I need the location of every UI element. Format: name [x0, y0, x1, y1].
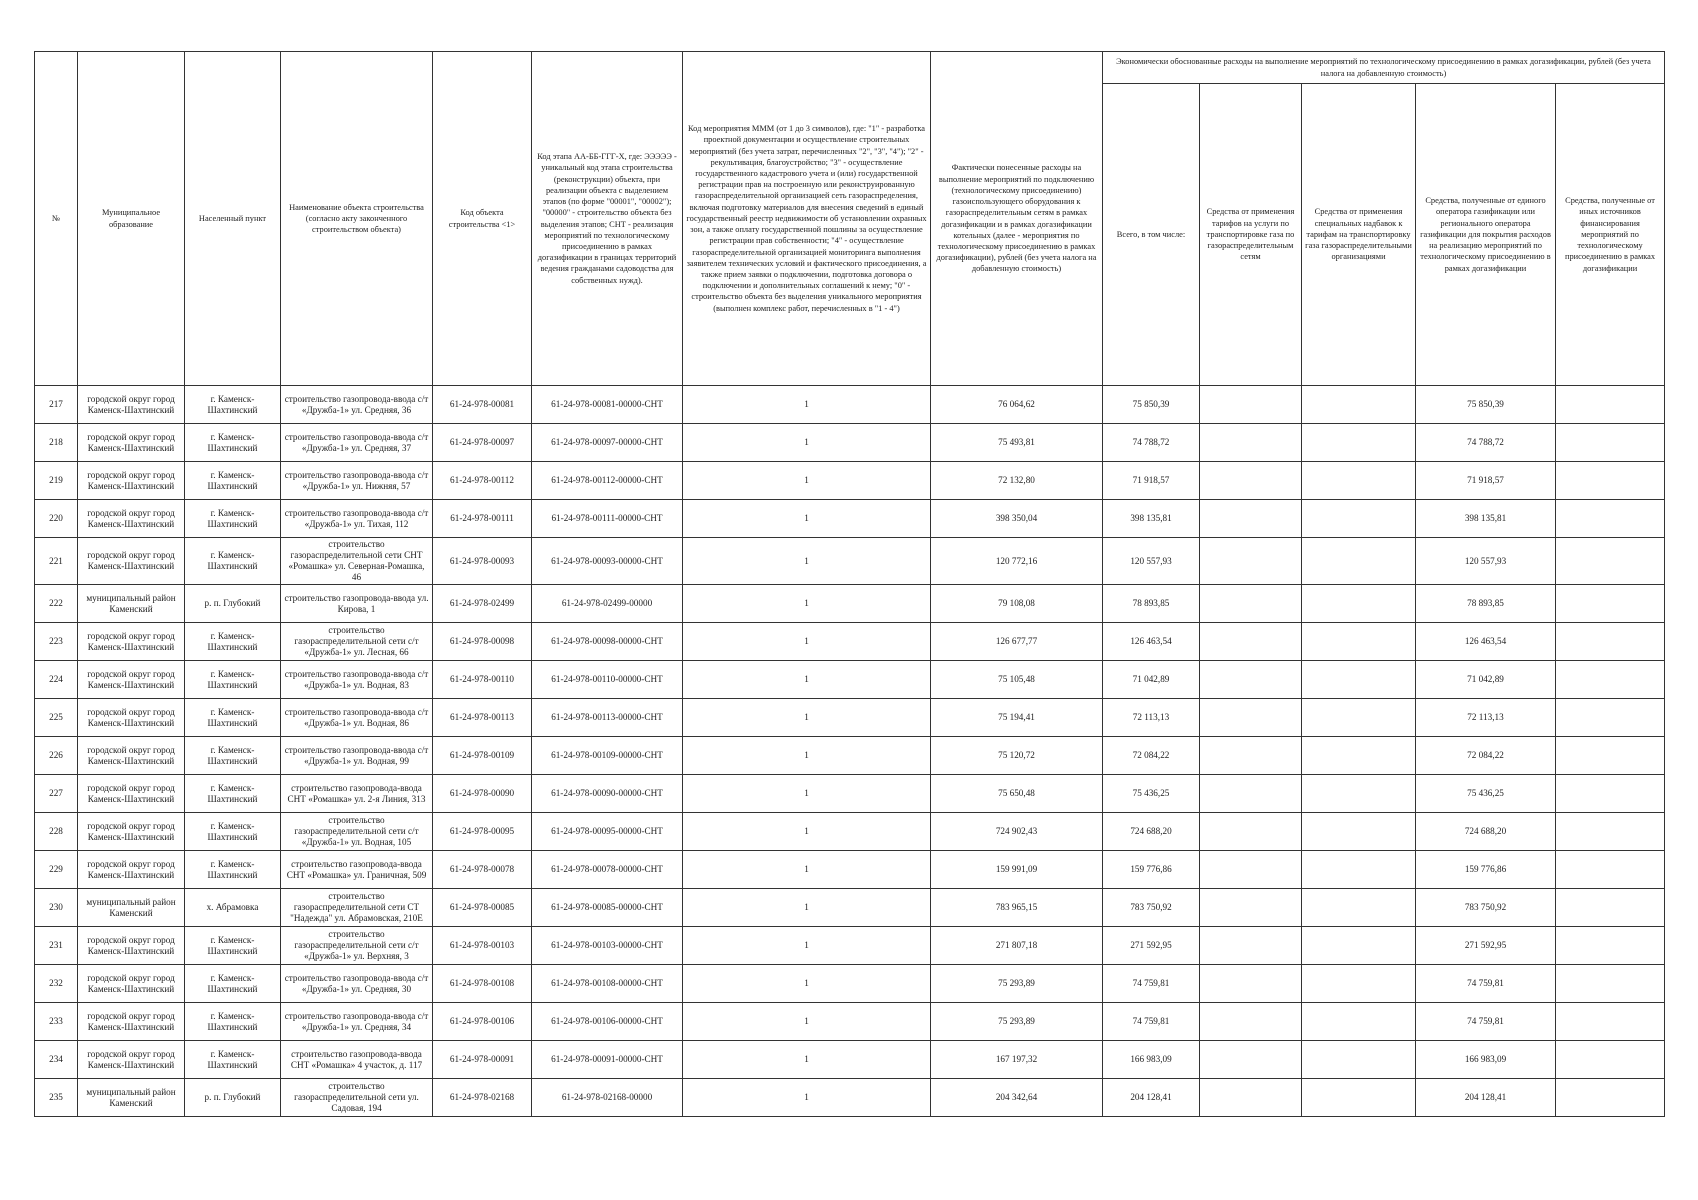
cell-municipality: городской округ город Каменск-Шахтинский — [78, 424, 185, 462]
cell-tariff-funds — [1200, 1041, 1302, 1079]
cell-operator-funds: 120 557,93 — [1416, 538, 1556, 585]
cell-stage-code: 61-24-978-02499-00000 — [532, 585, 683, 623]
cell-num: 234 — [35, 1041, 78, 1079]
cell-stage-code: 61-24-978-02168-00000 — [532, 1079, 683, 1117]
header-municipality: Муниципальное образование — [78, 52, 185, 386]
cell-num: 230 — [35, 889, 78, 927]
cell-num: 218 — [35, 424, 78, 462]
cell-num: 226 — [35, 737, 78, 775]
cell-num: 220 — [35, 500, 78, 538]
cell-object-name: строительство газораспределительной сети с/т «Дружба-1» ул. Лесная, 66 — [281, 623, 433, 661]
cell-municipality: городской округ город Каменск-Шахтинский — [78, 1003, 185, 1041]
cell-operator-funds: 74 759,81 — [1416, 965, 1556, 1003]
cell-tariff-funds — [1200, 386, 1302, 424]
header-measure-code: Код мероприятия МММ (от 1 до 3 символов), где: "1" - разработка проектной документации и осуществление строительных мероприятий (без учета затрат, перечисленных "2", "3", "4"); "2" - рекультивация, благоустройство; "3" - осуществление государственного кадастрового учета и (или) государственной регистрации прав на построенную или реконструированную газораспределительной организацией сеть газораспределения, включая подготовку материалов для внесения сведений в единый государственный реестр недвижимости об установлении охранных зон, а также оплату государственной пошлины за осуществление регистрации прав собственности; "4" - осуществление газораспределительной организацией мониторинга выполнения заявителем технических условий и фактического присоединения, а также прием заявки о подключении, подготовка договора о подключении и дополнительных соглашений к нему; "0" - строительство объекта без выделения уникального мероприятия (выполнен комплекс работ, перечисленных в "1 - 4") — [683, 52, 931, 386]
cell-tariff-funds — [1200, 538, 1302, 585]
cell-settlement: г. Каменск-Шахтинский — [185, 699, 281, 737]
cell-operator-funds: 271 592,95 — [1416, 927, 1556, 965]
cell-tariff-funds — [1200, 737, 1302, 775]
cell-operator-funds: 78 893,85 — [1416, 585, 1556, 623]
cell-other-funds — [1556, 462, 1665, 500]
cell-operator-funds: 74 759,81 — [1416, 1003, 1556, 1041]
cell-total: 71 042,89 — [1103, 661, 1200, 699]
cell-actual-costs: 271 807,18 — [931, 927, 1103, 965]
table-row — [35, 462, 1665, 500]
cell-operator-funds: 75 850,39 — [1416, 386, 1556, 424]
cell-measure-code: 1 — [683, 386, 931, 424]
cell-total: 71 918,57 — [1103, 462, 1200, 500]
cell-total: 166 983,09 — [1103, 1041, 1200, 1079]
cell-settlement: г. Каменск-Шахтинский — [185, 538, 281, 585]
cell-num: 235 — [35, 1079, 78, 1117]
cell-settlement: г. Каменск-Шахтинский — [185, 737, 281, 775]
cell-actual-costs: 398 350,04 — [931, 500, 1103, 538]
cell-surcharge-funds — [1302, 661, 1416, 699]
cell-object-code: 61-24-978-00111 — [433, 500, 532, 538]
cell-object-code: 61-24-978-00112 — [433, 462, 532, 500]
cell-stage-code: 61-24-978-00097-00000-СНТ — [532, 424, 683, 462]
cell-object-name: строительство газораспределительной сети с/т «Дружба-1» ул. Верхняя, 3 — [281, 927, 433, 965]
cell-other-funds — [1556, 538, 1665, 585]
cell-other-funds — [1556, 813, 1665, 851]
cell-operator-funds: 126 463,54 — [1416, 623, 1556, 661]
table-row — [35, 851, 1665, 889]
cell-object-code: 61-24-978-00093 — [433, 538, 532, 585]
cell-total: 78 893,85 — [1103, 585, 1200, 623]
cell-object-code: 61-24-978-00095 — [433, 813, 532, 851]
cell-actual-costs: 75 105,48 — [931, 661, 1103, 699]
cell-settlement: г. Каменск-Шахтинский — [185, 500, 281, 538]
cell-actual-costs: 79 108,08 — [931, 585, 1103, 623]
cell-surcharge-funds — [1302, 386, 1416, 424]
cell-object-name: строительство газопровода-ввода с/т «Дружба-1» ул. Средняя, 37 — [281, 424, 433, 462]
cell-measure-code: 1 — [683, 775, 931, 813]
table-row — [35, 813, 1665, 851]
cell-other-funds — [1556, 1041, 1665, 1079]
cell-total: 74 759,81 — [1103, 965, 1200, 1003]
cell-operator-funds: 398 135,81 — [1416, 500, 1556, 538]
cell-settlement: г. Каменск-Шахтинский — [185, 775, 281, 813]
table-row — [35, 661, 1665, 699]
cell-tariff-funds — [1200, 424, 1302, 462]
cell-surcharge-funds — [1302, 585, 1416, 623]
cell-settlement: г. Каменск-Шахтинский — [185, 1003, 281, 1041]
cell-other-funds — [1556, 585, 1665, 623]
header-surcharge-funds: Средства от применения специальных надбавок к тарифам на транспортировку газа газораспределительными организациями — [1302, 84, 1416, 386]
cell-num: 232 — [35, 965, 78, 1003]
cell-tariff-funds — [1200, 889, 1302, 927]
cell-surcharge-funds — [1302, 424, 1416, 462]
cell-operator-funds: 71 918,57 — [1416, 462, 1556, 500]
cell-object-name: строительство газопровода-ввода с/т «Дружба-1» ул. Средняя, 30 — [281, 965, 433, 1003]
cell-num: 219 — [35, 462, 78, 500]
cell-total: 783 750,92 — [1103, 889, 1200, 927]
cell-actual-costs: 783 965,15 — [931, 889, 1103, 927]
cell-measure-code: 1 — [683, 462, 931, 500]
cell-surcharge-funds — [1302, 737, 1416, 775]
table-row — [35, 775, 1665, 813]
table-row — [35, 386, 1665, 424]
cell-object-name: строительство газопровода-ввода с/т «Дружба-1» ул. Водная, 86 — [281, 699, 433, 737]
cell-total: 75 436,25 — [1103, 775, 1200, 813]
cell-stage-code: 61-24-978-00103-00000-СНТ — [532, 927, 683, 965]
cell-operator-funds: 166 983,09 — [1416, 1041, 1556, 1079]
gasification-costs-table — [34, 51, 1665, 1117]
cell-object-name: строительство газопровода-ввода с/т «Дружба-1» ул. Нижняя, 57 — [281, 462, 433, 500]
cell-operator-funds: 71 042,89 — [1416, 661, 1556, 699]
cell-object-code: 61-24-978-00109 — [433, 737, 532, 775]
cell-object-name: строительство газопровода-ввода СНТ «Ромашка» ул. Граничная, 509 — [281, 851, 433, 889]
cell-other-funds — [1556, 889, 1665, 927]
cell-other-funds — [1556, 737, 1665, 775]
cell-object-code: 61-24-978-00110 — [433, 661, 532, 699]
cell-tariff-funds — [1200, 462, 1302, 500]
header-object-code: Код объекта строительства <1> — [433, 52, 532, 386]
cell-total: 74 759,81 — [1103, 1003, 1200, 1041]
cell-object-name: строительство газораспределительной сети СНТ «Ромашка» ул. Северная-Ромашка, 46 — [281, 538, 433, 585]
cell-municipality: городской округ город Каменск-Шахтинский — [78, 927, 185, 965]
cell-stage-code: 61-24-978-00110-00000-СНТ — [532, 661, 683, 699]
table-row — [35, 1003, 1665, 1041]
cell-surcharge-funds — [1302, 1041, 1416, 1079]
table-row — [35, 1041, 1665, 1079]
cell-operator-funds: 159 776,86 — [1416, 851, 1556, 889]
cell-surcharge-funds — [1302, 500, 1416, 538]
cell-operator-funds: 204 128,41 — [1416, 1079, 1556, 1117]
header-object-name: Наименование объекта строительства (согласно акту законченного строительством объекта) — [281, 52, 433, 386]
cell-actual-costs: 167 197,32 — [931, 1041, 1103, 1079]
cell-tariff-funds — [1200, 661, 1302, 699]
cell-object-name: строительство газопровода-ввода с/т «Дружба-1» ул. Водная, 99 — [281, 737, 433, 775]
cell-other-funds — [1556, 1079, 1665, 1117]
cell-settlement: г. Каменск-Шахтинский — [185, 851, 281, 889]
header-other-funds: Средства, полученные от иных источников финансирования мероприятий по технологическому присоединению в рамках догазификации — [1556, 84, 1665, 386]
cell-object-name: строительство газораспределительной сети ул. Садовая, 194 — [281, 1079, 433, 1117]
table-body — [35, 386, 1665, 1117]
cell-actual-costs: 75 293,89 — [931, 965, 1103, 1003]
cell-object-name: строительство газопровода-ввода с/т «Дружба-1» ул. Средняя, 34 — [281, 1003, 433, 1041]
cell-object-code: 61-24-978-00108 — [433, 965, 532, 1003]
cell-municipality: городской округ город Каменск-Шахтинский — [78, 538, 185, 585]
cell-actual-costs: 204 342,64 — [931, 1079, 1103, 1117]
cell-settlement: г. Каменск-Шахтинский — [185, 813, 281, 851]
cell-settlement: г. Каменск-Шахтинский — [185, 462, 281, 500]
cell-actual-costs: 724 902,43 — [931, 813, 1103, 851]
cell-measure-code: 1 — [683, 737, 931, 775]
cell-tariff-funds — [1200, 775, 1302, 813]
cell-num: 233 — [35, 1003, 78, 1041]
cell-other-funds — [1556, 623, 1665, 661]
cell-total: 75 850,39 — [1103, 386, 1200, 424]
cell-object-code: 61-24-978-00091 — [433, 1041, 532, 1079]
cell-measure-code: 1 — [683, 1003, 931, 1041]
cell-measure-code: 1 — [683, 623, 931, 661]
cell-settlement: р. п. Глубокий — [185, 1079, 281, 1117]
cell-total: 120 557,93 — [1103, 538, 1200, 585]
cell-measure-code: 1 — [683, 813, 931, 851]
header-tariff-funds: Средства от применения тарифов на услуги по транспортировке газа по газораспределительным сетям — [1200, 84, 1302, 386]
cell-measure-code: 1 — [683, 889, 931, 927]
cell-tariff-funds — [1200, 965, 1302, 1003]
cell-num: 217 — [35, 386, 78, 424]
cell-actual-costs: 75 194,41 — [931, 699, 1103, 737]
cell-stage-code: 61-24-978-00095-00000-СНТ — [532, 813, 683, 851]
header-actual-costs: Фактически понесенные расходы на выполнение мероприятий по подключению (технологическому присоединению) газоиспользующего оборудования к газораспределительным сетям в рамках догазификации и в рамках догазификации котельных (далее - мероприятия по технологическому присоединению в рамках догазификации), рублей (без учета налога на добавленную стоимость) — [931, 52, 1103, 386]
cell-num: 223 — [35, 623, 78, 661]
cell-num: 227 — [35, 775, 78, 813]
header-settlement: Населенный пункт — [185, 52, 281, 386]
cell-total: 74 788,72 — [1103, 424, 1200, 462]
cell-other-funds — [1556, 424, 1665, 462]
cell-object-name: строительство газопровода-ввода СНТ «Ромашка» 4 участок, д. 117 — [281, 1041, 433, 1079]
cell-stage-code: 61-24-978-00111-00000-СНТ — [532, 500, 683, 538]
cell-surcharge-funds — [1302, 889, 1416, 927]
cell-surcharge-funds — [1302, 1003, 1416, 1041]
header-stage-code: Код этапа АА-ББ-ГГГ-Х, где: ЭЭЭЭЭ - уникальный код этапа строительства (реконструкции) объекта, при реализации объекта с выделением этапов (по форме "00001", "00002"); "00000" - строительство объекта без выделения этапов; СНТ - реализация мероприятий по технологическому присоединению в рамках догазификации в границах территорий ведения гражданами садоводства для собственных нужд). — [532, 52, 683, 386]
cell-measure-code: 1 — [683, 585, 931, 623]
cell-num: 221 — [35, 538, 78, 585]
cell-stage-code: 61-24-978-00109-00000-СНТ — [532, 737, 683, 775]
cell-object-code: 61-24-978-02168 — [433, 1079, 532, 1117]
table-row — [35, 623, 1665, 661]
cell-municipality: городской округ город Каменск-Шахтинский — [78, 500, 185, 538]
cell-stage-code: 61-24-978-00113-00000-СНТ — [532, 699, 683, 737]
cell-settlement: г. Каменск-Шахтинский — [185, 661, 281, 699]
cell-object-code: 61-24-978-00103 — [433, 927, 532, 965]
cell-surcharge-funds — [1302, 851, 1416, 889]
cell-object-name: строительство газопровода-ввода СНТ «Ромашка» ул. 2-я Линия, 313 — [281, 775, 433, 813]
cell-tariff-funds — [1200, 927, 1302, 965]
cell-total: 159 776,86 — [1103, 851, 1200, 889]
header-num: № — [35, 52, 78, 386]
cell-tariff-funds — [1200, 813, 1302, 851]
cell-num: 228 — [35, 813, 78, 851]
cell-surcharge-funds — [1302, 462, 1416, 500]
cell-actual-costs: 75 120,72 — [931, 737, 1103, 775]
cell-surcharge-funds — [1302, 965, 1416, 1003]
cell-surcharge-funds — [1302, 1079, 1416, 1117]
cell-num: 229 — [35, 851, 78, 889]
cell-settlement: г. Каменск-Шахтинский — [185, 1041, 281, 1079]
cell-other-funds — [1556, 386, 1665, 424]
cell-actual-costs: 75 493,81 — [931, 424, 1103, 462]
table-row — [35, 889, 1665, 927]
cell-surcharge-funds — [1302, 927, 1416, 965]
cell-num: 225 — [35, 699, 78, 737]
cell-object-code: 61-24-978-00081 — [433, 386, 532, 424]
cell-settlement: р. п. Глубокий — [185, 585, 281, 623]
cell-actual-costs: 126 677,77 — [931, 623, 1103, 661]
cell-municipality: городской округ город Каменск-Шахтинский — [78, 623, 185, 661]
cell-operator-funds: 74 788,72 — [1416, 424, 1556, 462]
cell-object-code: 61-24-978-00098 — [433, 623, 532, 661]
cell-municipality: городской округ город Каменск-Шахтинский — [78, 813, 185, 851]
cell-municipality: городской округ город Каменск-Шахтинский — [78, 851, 185, 889]
cell-operator-funds: 75 436,25 — [1416, 775, 1556, 813]
cell-stage-code: 61-24-978-00108-00000-СНТ — [532, 965, 683, 1003]
cell-stage-code: 61-24-978-00090-00000-СНТ — [532, 775, 683, 813]
table-row — [35, 927, 1665, 965]
cell-object-code: 61-24-978-00097 — [433, 424, 532, 462]
cell-actual-costs: 76 064,62 — [931, 386, 1103, 424]
cell-stage-code: 61-24-978-00081-00000-СНТ — [532, 386, 683, 424]
cell-operator-funds: 72 113,13 — [1416, 699, 1556, 737]
cell-tariff-funds — [1200, 699, 1302, 737]
header-operator-funds: Средства, полученные от единого оператора газификации или регионального оператора газификации для покрытия расходов на реализацию мероприятий по технологическому присоединению в рамках догазификации — [1416, 84, 1556, 386]
cell-tariff-funds — [1200, 1003, 1302, 1041]
cell-actual-costs: 75 650,48 — [931, 775, 1103, 813]
cell-surcharge-funds — [1302, 775, 1416, 813]
cell-total: 126 463,54 — [1103, 623, 1200, 661]
cell-stage-code: 61-24-978-00078-00000-СНТ — [532, 851, 683, 889]
cell-object-name: строительство газораспределительной сети с/т «Дружба-1» ул. Водная, 105 — [281, 813, 433, 851]
cell-tariff-funds — [1200, 623, 1302, 661]
table-row — [35, 737, 1665, 775]
table-header — [35, 52, 1665, 386]
cell-stage-code: 61-24-978-00093-00000-СНТ — [532, 538, 683, 585]
table-row — [35, 538, 1665, 585]
cell-other-funds — [1556, 1003, 1665, 1041]
table-row — [35, 500, 1665, 538]
cell-object-code: 61-24-978-00085 — [433, 889, 532, 927]
cell-tariff-funds — [1200, 851, 1302, 889]
cell-settlement: г. Каменск-Шахтинский — [185, 386, 281, 424]
cell-other-funds — [1556, 851, 1665, 889]
cell-other-funds — [1556, 927, 1665, 965]
cell-measure-code: 1 — [683, 965, 931, 1003]
cell-measure-code: 1 — [683, 538, 931, 585]
cell-stage-code: 61-24-978-00085-00000-СНТ — [532, 889, 683, 927]
header-econ-group: Экономически обоснованные расходы на выполнение мероприятий по технологическому присоединению в рамках догазификации, рублей (без учета налога на добавленную стоимость) — [1103, 52, 1665, 84]
cell-object-code: 61-24-978-02499 — [433, 585, 532, 623]
cell-municipality: городской округ город Каменск-Шахтинский — [78, 965, 185, 1003]
cell-stage-code: 61-24-978-00098-00000-СНТ — [532, 623, 683, 661]
table-row — [35, 424, 1665, 462]
cell-object-code: 61-24-978-00106 — [433, 1003, 532, 1041]
cell-other-funds — [1556, 699, 1665, 737]
cell-other-funds — [1556, 500, 1665, 538]
cell-measure-code: 1 — [683, 661, 931, 699]
cell-municipality: муниципальный район Каменский — [78, 1079, 185, 1117]
cell-num: 224 — [35, 661, 78, 699]
cell-measure-code: 1 — [683, 500, 931, 538]
cell-operator-funds: 724 688,20 — [1416, 813, 1556, 851]
cell-surcharge-funds — [1302, 623, 1416, 661]
cell-object-name: строительство газораспределительной сети СТ "Надежда" ул. Абрамовская, 210Е — [281, 889, 433, 927]
cell-stage-code: 61-24-978-00091-00000-СНТ — [532, 1041, 683, 1079]
cell-other-funds — [1556, 775, 1665, 813]
cell-total: 72 113,13 — [1103, 699, 1200, 737]
cell-settlement: г. Каменск-Шахтинский — [185, 424, 281, 462]
table-row — [35, 585, 1665, 623]
cell-object-code: 61-24-978-00113 — [433, 699, 532, 737]
cell-municipality: муниципальный район Каменский — [78, 889, 185, 927]
cell-settlement: х. Абрамовка — [185, 889, 281, 927]
cell-tariff-funds — [1200, 500, 1302, 538]
cell-measure-code: 1 — [683, 1041, 931, 1079]
cell-num: 231 — [35, 927, 78, 965]
cell-actual-costs: 159 991,09 — [931, 851, 1103, 889]
cell-settlement: г. Каменск-Шахтинский — [185, 927, 281, 965]
cell-municipality: городской округ город Каменск-Шахтинский — [78, 1041, 185, 1079]
cell-other-funds — [1556, 661, 1665, 699]
cell-municipality: городской округ город Каменск-Шахтинский — [78, 386, 185, 424]
cell-municipality: городской округ город Каменск-Шахтинский — [78, 661, 185, 699]
cell-num: 222 — [35, 585, 78, 623]
cell-total: 398 135,81 — [1103, 500, 1200, 538]
cell-actual-costs: 72 132,80 — [931, 462, 1103, 500]
cell-measure-code: 1 — [683, 424, 931, 462]
cell-settlement: г. Каменск-Шахтинский — [185, 965, 281, 1003]
cell-tariff-funds — [1200, 1079, 1302, 1117]
cell-operator-funds: 72 084,22 — [1416, 737, 1556, 775]
cell-total: 724 688,20 — [1103, 813, 1200, 851]
cell-operator-funds: 783 750,92 — [1416, 889, 1556, 927]
cell-municipality: муниципальный район Каменский — [78, 585, 185, 623]
cell-actual-costs: 120 772,16 — [931, 538, 1103, 585]
cell-object-name: строительство газопровода-ввода ул. Кирова, 1 — [281, 585, 433, 623]
cell-measure-code: 1 — [683, 851, 931, 889]
cell-measure-code: 1 — [683, 699, 931, 737]
header-total: Всего, в том числе: — [1103, 84, 1200, 386]
cell-municipality: городской округ город Каменск-Шахтинский — [78, 462, 185, 500]
cell-object-code: 61-24-978-00078 — [433, 851, 532, 889]
cell-actual-costs: 75 293,89 — [931, 1003, 1103, 1041]
cell-settlement: г. Каменск-Шахтинский — [185, 623, 281, 661]
cell-tariff-funds — [1200, 585, 1302, 623]
table-row — [35, 699, 1665, 737]
cell-surcharge-funds — [1302, 699, 1416, 737]
cell-measure-code: 1 — [683, 927, 931, 965]
cell-total: 204 128,41 — [1103, 1079, 1200, 1117]
cell-stage-code: 61-24-978-00106-00000-СНТ — [532, 1003, 683, 1041]
cell-other-funds — [1556, 965, 1665, 1003]
table-row — [35, 1079, 1665, 1117]
cell-municipality: городской округ город Каменск-Шахтинский — [78, 699, 185, 737]
cell-municipality: городской округ город Каменск-Шахтинский — [78, 775, 185, 813]
cell-surcharge-funds — [1302, 813, 1416, 851]
cell-object-name: строительство газопровода-ввода с/т «Дружба-1» ул. Средняя, 36 — [281, 386, 433, 424]
cell-object-name: строительство газопровода-ввода с/т «Дружба-1» ул. Водная, 83 — [281, 661, 433, 699]
cell-total: 271 592,95 — [1103, 927, 1200, 965]
cell-municipality: городской округ город Каменск-Шахтинский — [78, 737, 185, 775]
cell-object-name: строительство газопровода-ввода с/т «Дружба-1» ул. Тихая, 112 — [281, 500, 433, 538]
cell-surcharge-funds — [1302, 538, 1416, 585]
cell-object-code: 61-24-978-00090 — [433, 775, 532, 813]
cell-stage-code: 61-24-978-00112-00000-СНТ — [532, 462, 683, 500]
table-row — [35, 965, 1665, 1003]
cell-measure-code: 1 — [683, 1079, 931, 1117]
cell-total: 72 084,22 — [1103, 737, 1200, 775]
